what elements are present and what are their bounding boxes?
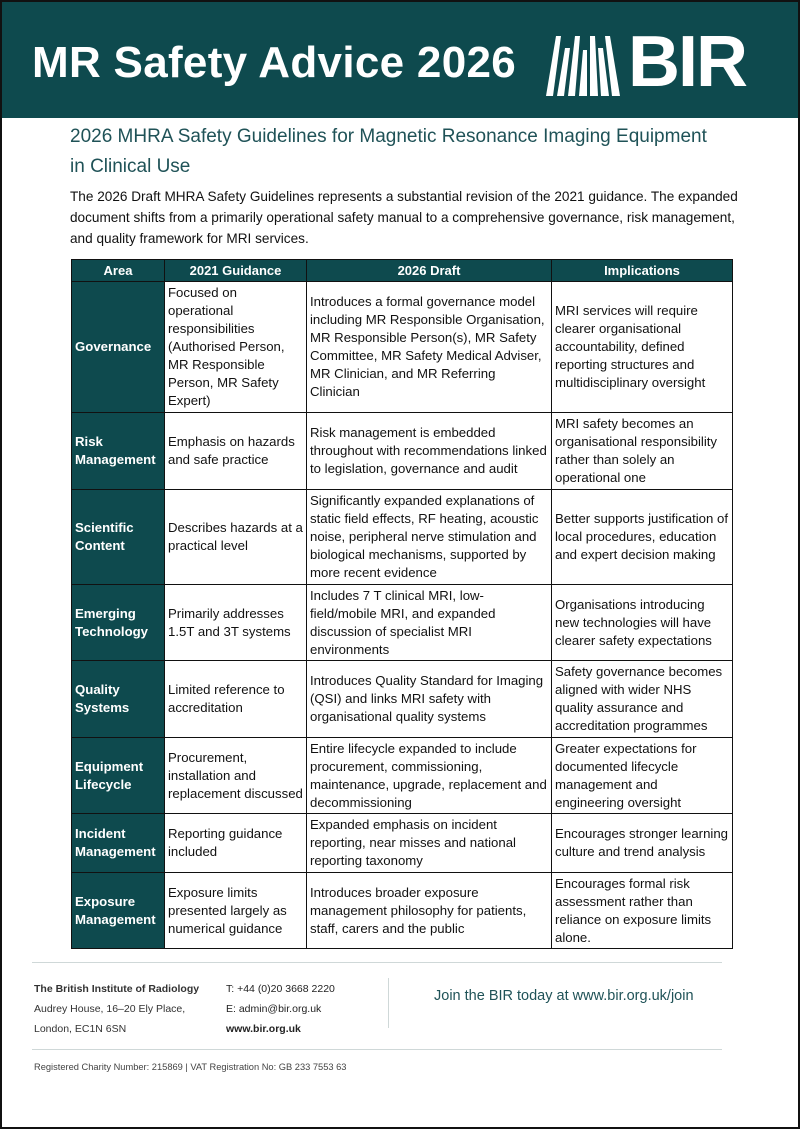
implications-cell: MRI safety becomes an organisational responsibility rather than solely an operational one (552, 413, 733, 490)
draft-2026-cell: Significantly expanded explanations of static field effects, RF heating, acoustic noise, peripheral nerve stimulation and biological mechanisms, supported by more recent evidence (307, 490, 552, 585)
area-cell: Quality Systems (72, 661, 165, 738)
draft-2026-cell: Risk management is embedded throughout with recommendations linked to legislation, governance and audit (307, 413, 552, 490)
table-row (72, 490, 733, 585)
area-cell: Risk Management (72, 413, 165, 490)
guidance-2021-cell: Reporting guidance included (165, 814, 307, 873)
header-banner (2, 2, 798, 118)
implications-cell: Better supports justification of local procedures, education and expert decision making (552, 490, 733, 585)
table-row (72, 661, 733, 738)
implications-cell: Organisations introducing new technologies will have clearer safety expectations (552, 585, 733, 661)
bir-logo (544, 22, 764, 102)
comparison-table (71, 259, 733, 949)
table-row (72, 814, 733, 873)
table-row (72, 873, 733, 949)
website-link[interactable]: www.bir.org.uk (226, 1023, 301, 1035)
contact-block (226, 979, 335, 1039)
implications-cell: Encourages stronger learning culture and trend analysis (552, 814, 733, 873)
document-title (70, 122, 740, 182)
phone-number: T: +44 (0)20 3668 2220 (226, 983, 335, 995)
address-line-1: Audrey House, 16–20 Ely Place, (34, 1003, 186, 1015)
guidance-2021-cell: Focused on operational responsibilities (Authorised Person, MR Responsible Person, MR Safety Expert) (165, 282, 307, 413)
draft-2026-cell: Includes 7 T clinical MRI, low-field/mobile MRI, and expanded discussion of specialist MRI environments (307, 585, 552, 661)
guidance-2021-cell: Emphasis on hazards and safe practice (165, 413, 307, 490)
draft-2026-cell: Expanded emphasis on incident reporting, near misses and national reporting taxonomy (307, 814, 552, 873)
bir-logo-text: BIR (628, 22, 746, 102)
join-link[interactable]: Join the BIR today at www.bir.org.uk/join (434, 988, 694, 1004)
implications-cell: Encourages formal risk assessment rather than reliance on exposure limits alone. (552, 873, 733, 949)
page-title: MR Safety Advice 2026 (32, 38, 517, 87)
document-title-line-1: 2026 MHRA Safety Guidelines for Magnetic Resonance Imaging Equipment (70, 126, 707, 147)
guidance-2021-cell: Exposure limits presented largely as numerical guidance (165, 873, 307, 949)
table-header-row (72, 260, 733, 282)
draft-2026-cell: Entire lifecycle expanded to include procurement, commissioning, maintenance, upgrade, replacement and decommissioning (307, 738, 552, 814)
table-row (72, 413, 733, 490)
footer-vertical-divider (388, 978, 389, 1028)
area-cell: Incident Management (72, 814, 165, 873)
draft-2026-cell: Introduces broader exposure management philosophy for patients, staff, carers and the public (307, 873, 552, 949)
address-line-2: London, EC1N 6SN (34, 1023, 127, 1035)
area-cell: Scientific Content (72, 490, 165, 585)
table-row (72, 738, 733, 814)
area-cell: Equipment Lifecycle (72, 738, 165, 814)
draft-2026-cell: Introduces Quality Standard for Imaging (QSI) and links MRI safety with organisational quality systems (307, 661, 552, 738)
area-cell: Emerging Technology (72, 585, 165, 661)
implications-cell: Safety governance becomes aligned with wider NHS quality assurance and accreditation programmes (552, 661, 733, 738)
registration-line: Registered Charity Number: 215869 | VAT Registration No: GB 233 7553 63 (34, 1062, 347, 1072)
table-row (72, 585, 733, 661)
column-header-2026-draft: 2026 Draft (307, 260, 552, 282)
org-address-block (34, 979, 199, 1039)
guidance-2021-cell: Limited reference to accreditation (165, 661, 307, 738)
implications-cell: Greater expectations for documented lifecycle management and engineering oversight (552, 738, 733, 814)
email-address[interactable]: E: admin@bir.org.uk (226, 1003, 322, 1015)
document-title-line-2: in Clinical Use (70, 156, 191, 177)
bir-emblem-icon (544, 30, 622, 96)
org-name: The British Institute of Radiology (34, 983, 200, 995)
column-header-area: Area (72, 260, 165, 282)
table-row (72, 282, 733, 413)
area-cell: Governance (72, 282, 165, 413)
guidance-2021-cell: Describes hazards at a practical level (165, 490, 307, 585)
area-cell: Exposure Management (72, 873, 165, 949)
footer-divider-top (32, 962, 722, 963)
footer-divider-bottom (32, 1049, 722, 1050)
intro-paragraph: The 2026 Draft MHRA Safety Guidelines represents a substantial revision of the 2021 guidance. The expanded document shifts from a primarily operational safety manual to a comprehensive governance, risk management, and quality framework for MRI services. (70, 189, 738, 246)
implications-cell: MRI services will require clearer organisational accountability, defined reporting structures and multidisciplinary oversight (552, 282, 733, 413)
column-header-2021-guidance: 2021 Guidance (165, 260, 307, 282)
guidance-2021-cell: Primarily addresses 1.5T and 3T systems (165, 585, 307, 661)
column-header-implications: Implications (552, 260, 733, 282)
draft-2026-cell: Introduces a formal governance model including MR Responsible Organisation, MR Responsible Person(s), MR Safety Committee, MR Safety Medical Adviser, MR Clinician, and MR Referring Clinician (307, 282, 552, 413)
guidance-2021-cell: Procurement, installation and replacement discussed (165, 738, 307, 814)
